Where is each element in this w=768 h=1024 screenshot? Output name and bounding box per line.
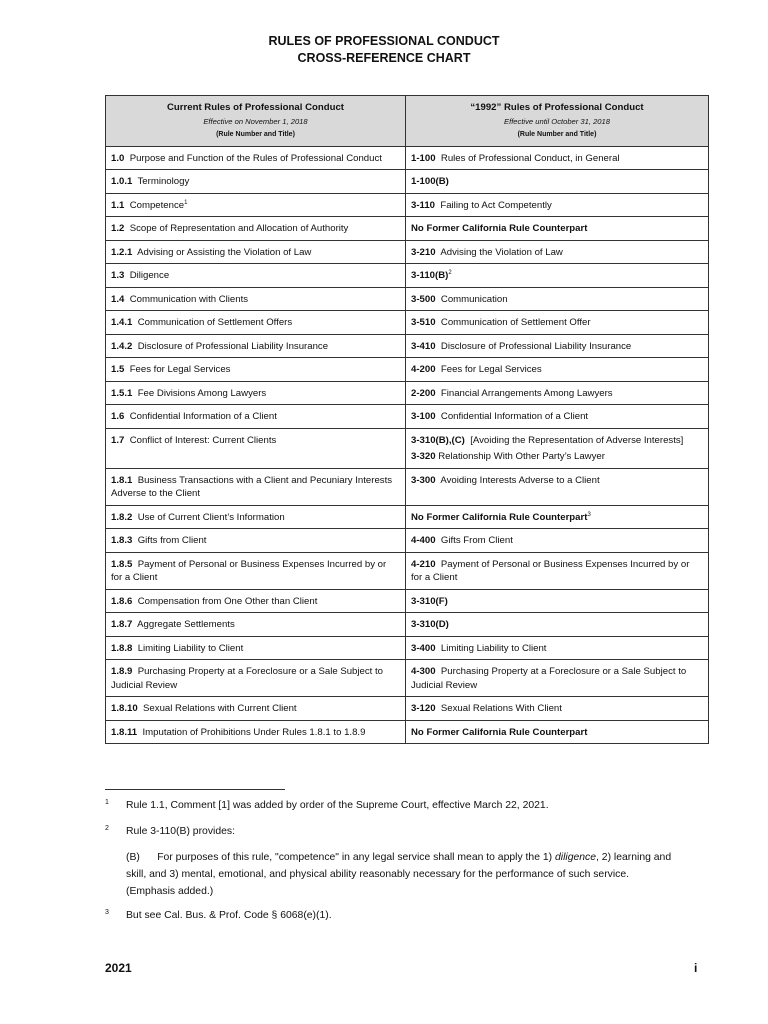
rule-number: 1.8.11 xyxy=(111,726,138,738)
page-number: i xyxy=(694,961,698,975)
rule-title: Relationship With Other Party’s Lawyer xyxy=(438,451,605,462)
table-row xyxy=(106,552,709,589)
rule-number: 4-400 xyxy=(411,535,436,546)
header-effective: Effective on November 1, 2018 xyxy=(203,116,308,126)
rule-number: 1.4.2 xyxy=(111,340,133,352)
former-rule-cell xyxy=(406,170,709,194)
rule-number: 1.8.6 xyxy=(111,595,133,607)
former-rule-cell xyxy=(406,264,709,288)
rule-number: 1-100(B) xyxy=(411,176,449,187)
quote-text-rest: , 2) learning and skill, and 3) mental, emotional, and physical ability reasonably necessary for the performance of such service. (Emphasis added.) xyxy=(126,852,672,897)
former-rule-cell xyxy=(406,146,709,170)
table-row xyxy=(106,311,709,335)
rule-number: 4-200 xyxy=(411,364,436,375)
rule-title: Gifts From Client xyxy=(440,535,513,546)
rule-number: 3-400 xyxy=(411,642,436,654)
footnote-marker: 3 xyxy=(105,909,109,916)
rule-title: Use of Current Client’s Information xyxy=(137,511,285,523)
current-rule-cell xyxy=(106,428,406,468)
no-counterpart-label: No Former California Rule Counterpart xyxy=(411,726,588,738)
table-body xyxy=(106,146,709,744)
current-rule-cell xyxy=(106,505,406,529)
rule-title: Advising the Violation of Law xyxy=(440,246,563,258)
rule-number: 1.0 xyxy=(111,152,125,164)
table-row xyxy=(106,505,709,529)
rule-title: Confidential Information of a Client xyxy=(440,411,589,422)
table-row xyxy=(106,613,709,637)
current-rule-cell xyxy=(106,468,406,505)
rule-title: Disclosure of Professional Liability Insurance xyxy=(440,340,632,352)
former-rule-cell xyxy=(406,552,709,589)
current-rule-cell xyxy=(106,381,406,405)
rule-title: Purchasing Property at a Foreclosure or a Sale Subject to Judicial Review xyxy=(411,666,687,691)
rule-title: Conflict of Interest: Current Clients xyxy=(129,434,277,446)
current-rule-cell xyxy=(106,720,406,744)
current-rule-cell xyxy=(106,146,406,170)
footnote-text: Rule 1.1, Comment [1] was added by order of the Supreme Court, effective March 22, 2021. xyxy=(126,800,549,811)
former-rule-cell xyxy=(406,287,709,311)
rule-title: [Avoiding the Representation of Adverse Interests] xyxy=(470,434,684,446)
title-line-1: RULES OF PROFESSIONAL CONDUCT xyxy=(268,34,500,48)
current-rule-cell xyxy=(106,552,406,589)
rule-number: 1.7 xyxy=(111,434,125,446)
current-rule-cell xyxy=(106,170,406,194)
rule-number: 1.8.8 xyxy=(111,642,133,654)
former-rule-cell xyxy=(406,193,709,217)
table-row xyxy=(106,240,709,264)
former-rule-cell xyxy=(406,405,709,429)
former-rule-cell xyxy=(406,468,709,505)
title-line-2: CROSS-REFERENCE CHART xyxy=(297,51,471,65)
rule-number: 3-310(F) xyxy=(411,595,448,607)
rule-title: Scope of Representation and Allocation of Authority xyxy=(129,223,349,234)
former-rule-cell xyxy=(406,381,709,405)
header-current-rules xyxy=(106,96,406,147)
rule-title: Compensation from One Other than Client xyxy=(137,595,318,607)
footnote-divider xyxy=(105,789,285,790)
footnote-ref: 3 xyxy=(587,511,591,518)
header-1992-rules xyxy=(406,96,709,147)
rule-number: 3-410 xyxy=(411,340,436,352)
rule-number: 1.3 xyxy=(111,270,125,281)
rule-title: Failing to Act Competently xyxy=(440,199,552,211)
rule-title: Financial Arrangements Among Lawyers xyxy=(440,387,613,399)
table-row xyxy=(106,334,709,358)
rule-number: 1.2.1 xyxy=(111,246,133,258)
rule-number: 4-300 xyxy=(411,666,436,677)
rule-number: 1.5 xyxy=(111,364,125,375)
header-title: “1992” Rules of Professional Conduct xyxy=(470,102,644,113)
rule-title: Confidential Information of a Client xyxy=(129,411,277,422)
former-rule-cell xyxy=(406,505,709,529)
rule-number: 1.8.7 xyxy=(111,619,133,630)
table-row xyxy=(106,428,709,468)
table-row xyxy=(106,589,709,613)
rule-title: Communication xyxy=(440,293,508,305)
rule-number: 3-300 xyxy=(411,474,436,486)
rule-number: 3-310(D) xyxy=(411,619,449,630)
current-rule-cell xyxy=(106,358,406,382)
footnote-ref: 2 xyxy=(448,269,452,276)
table-row xyxy=(106,217,709,241)
former-rule-cell xyxy=(406,358,709,382)
former-rule-cell xyxy=(406,240,709,264)
footer-year: 2021 xyxy=(105,961,132,975)
current-rule-cell xyxy=(106,264,406,288)
table-row xyxy=(106,405,709,429)
secondary-rule xyxy=(411,450,703,464)
rule-title: Gifts from Client xyxy=(137,535,207,546)
rule-number: 1-100 xyxy=(411,152,436,164)
table-row xyxy=(106,468,709,505)
table-row xyxy=(106,146,709,170)
table-header-row xyxy=(106,96,709,147)
rule-title: Business Transactions with a Client and Pecuniary Interests Adverse to the Client xyxy=(111,474,393,499)
footnote-text: But see Cal. Bus. & Prof. Code § 6068(e)(1). xyxy=(126,910,332,921)
current-rule-cell xyxy=(106,311,406,335)
table-row xyxy=(106,264,709,288)
header-title: Current Rules of Professional Conduct xyxy=(167,102,344,113)
rule-number: 1.8.2 xyxy=(111,511,133,523)
rule-number: 1.4.1 xyxy=(111,317,133,328)
former-rule-cell xyxy=(406,428,709,468)
former-rule-cell xyxy=(406,311,709,335)
table-row xyxy=(106,529,709,553)
rule-number: 3-210 xyxy=(411,246,436,258)
former-rule-cell xyxy=(406,217,709,241)
table-row xyxy=(106,170,709,194)
rule-number: 3-310(B),(C) xyxy=(411,434,465,446)
rule-number: 1.8.9 xyxy=(111,666,133,677)
rule-title: Terminology xyxy=(137,176,190,187)
cross-reference-table xyxy=(105,95,709,744)
rule-title: Fee Divisions Among Lawyers xyxy=(137,387,267,399)
quote-text: For purposes of this rule, "competence" in any legal service shall mean to apply the 1) xyxy=(157,852,553,863)
table-row xyxy=(106,720,709,744)
footnote-marker: 2 xyxy=(105,825,109,832)
rule-number: 4-210 xyxy=(411,558,436,570)
rule-number: 3-110 xyxy=(411,199,436,211)
footnote-marker: 1 xyxy=(105,799,109,806)
rule-title: Limiting Liability to Client xyxy=(440,642,547,654)
former-rule-cell xyxy=(406,529,709,553)
rule-title: Payment of Personal or Business Expenses Incurred by or for a Client xyxy=(411,558,690,583)
rule-title: Communication of Settlement Offers xyxy=(137,317,293,328)
rule-title: Diligence xyxy=(129,270,170,281)
rule-title: Sexual Relations With Client xyxy=(440,703,562,714)
table-row xyxy=(106,193,709,217)
rule-title: Payment of Personal or Business Expenses Incurred by or for a Client xyxy=(111,558,387,583)
rule-title: Imputation of Prohibitions Under Rules 1.8.1 to 1.8.9 xyxy=(142,726,366,738)
current-rule-cell xyxy=(106,697,406,721)
footnote-ref: 1 xyxy=(184,199,188,206)
table-row xyxy=(106,697,709,721)
current-rule-cell xyxy=(106,287,406,311)
footnote-2-quote xyxy=(126,849,676,900)
rule-number: 1.5.1 xyxy=(111,387,133,399)
rule-title: Disclosure of Professional Liability Insurance xyxy=(137,340,329,352)
former-rule-cell xyxy=(406,697,709,721)
former-rule-cell xyxy=(406,636,709,660)
rule-title: Competence xyxy=(129,199,185,211)
rule-title: Fees for Legal Services xyxy=(129,364,231,375)
former-rule-cell xyxy=(406,589,709,613)
rule-title: Purchasing Property at a Foreclosure or a Sale Subject to Judicial Review xyxy=(111,666,383,691)
current-rule-cell xyxy=(106,334,406,358)
current-rule-cell xyxy=(106,405,406,429)
rule-title: Limiting Liability to Client xyxy=(137,642,244,654)
rule-number: 3-120 xyxy=(411,703,436,714)
rule-number: 2-200 xyxy=(411,387,436,399)
table-row xyxy=(106,660,709,697)
rule-title: Communication with Clients xyxy=(129,293,249,305)
no-counterpart-label: No Former California Rule Counterpart xyxy=(411,511,588,523)
rule-title: Advising or Assisting the Violation of Law xyxy=(137,246,312,258)
table-row xyxy=(106,381,709,405)
rule-number: 1.4 xyxy=(111,293,125,305)
rule-title: Rules of Professional Conduct, in General xyxy=(440,152,620,164)
current-rule-cell xyxy=(106,217,406,241)
rule-number: 1.8.10 xyxy=(111,703,138,714)
former-rule-cell xyxy=(406,334,709,358)
quote-emphasis: diligence xyxy=(555,852,597,863)
current-rule-cell xyxy=(106,240,406,264)
rule-title: Purpose and Function of the Rules of Professional Conduct xyxy=(129,152,382,164)
table-row xyxy=(106,287,709,311)
rule-number: 1.1 xyxy=(111,199,125,211)
former-rule-cell xyxy=(406,613,709,637)
rule-number: 3-110(B) xyxy=(411,270,449,281)
rule-number: 1.0.1 xyxy=(111,176,133,187)
table-row xyxy=(106,358,709,382)
current-rule-cell xyxy=(106,529,406,553)
rule-title: Fees for Legal Services xyxy=(440,364,542,375)
rule-title: Communication of Settlement Offer xyxy=(440,317,591,328)
current-rule-cell xyxy=(106,660,406,697)
rule-title: Sexual Relations with Current Client xyxy=(143,703,297,714)
current-rule-cell xyxy=(106,589,406,613)
former-rule-cell xyxy=(406,660,709,697)
quote-label: (B) xyxy=(126,852,140,863)
header-note: (Rule Number and Title) xyxy=(517,131,597,138)
rule-number: 1.8.1 xyxy=(111,474,133,486)
header-note: (Rule Number and Title) xyxy=(216,131,295,138)
no-counterpart-label: No Former California Rule Counterpart xyxy=(411,223,588,234)
former-rule-cell xyxy=(406,720,709,744)
rule-number: 3-510 xyxy=(411,317,436,328)
rule-number: 3-500 xyxy=(411,293,436,305)
footnote-text: Rule 3-110(B) provides: xyxy=(126,826,235,837)
current-rule-cell xyxy=(106,193,406,217)
rule-number: 1.2 xyxy=(111,223,125,234)
rule-title: Avoiding Interests Adverse to a Client xyxy=(440,474,600,486)
rule-number: 1.8.5 xyxy=(111,558,133,570)
current-rule-cell xyxy=(106,636,406,660)
rule-number: 3-320 xyxy=(411,451,436,462)
current-rule-cell xyxy=(106,613,406,637)
header-effective: Effective until October 31, 2018 xyxy=(504,116,610,126)
rule-number: 3-100 xyxy=(411,411,436,422)
rule-number: 1.8.3 xyxy=(111,535,133,546)
rule-number: 1.6 xyxy=(111,411,125,422)
rule-title: Aggregate Settlements xyxy=(137,619,235,630)
table-row xyxy=(106,636,709,660)
document-title xyxy=(0,33,768,67)
